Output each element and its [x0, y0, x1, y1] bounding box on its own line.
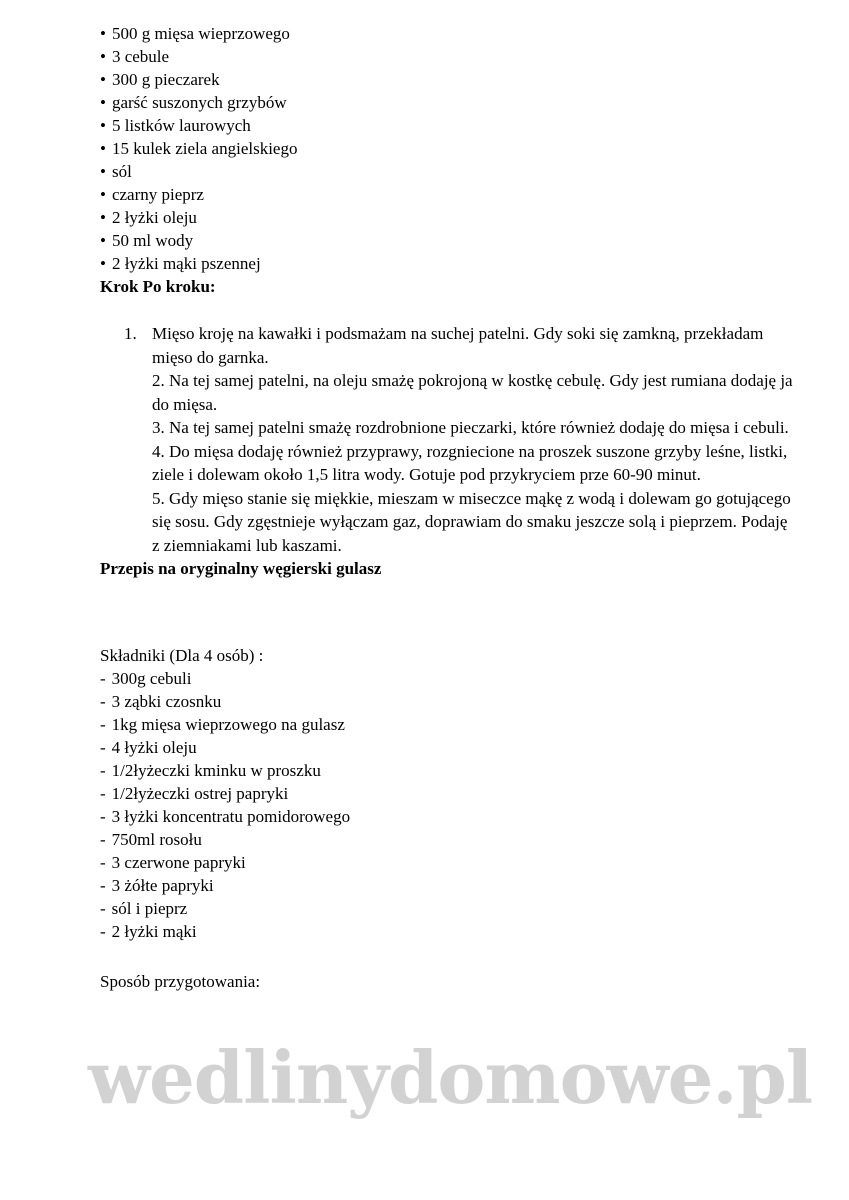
dash-marker: - [100, 899, 106, 918]
ingredient-text: garść suszonych grzybów [111, 93, 287, 112]
ingredient-text: 500 g mięsa wieprzowego [111, 24, 290, 43]
ingredient-text: 15 kulek ziela angielskiego [111, 139, 298, 158]
ingredient-text: 3 łyżki koncentratu pomidorowego [111, 807, 351, 826]
ingredient-text: 1kg mięsa wieprzowego na gulasz [111, 715, 345, 734]
ingredients-list-secondary [100, 667, 791, 943]
ingredient-text: 50 ml wody [111, 231, 194, 250]
bullet-marker: • [100, 70, 106, 89]
list-item [100, 183, 791, 206]
step-item [152, 440, 794, 487]
steps-block [124, 322, 794, 557]
dash-marker: - [100, 738, 106, 757]
step-text: Mięso kroję na kawałki i podsmażam na suchej patelni. Gdy soki się zamkną, przekładam mięso do garnka. [152, 324, 764, 367]
ingredients-heading: Składniki (Dla 4 osób) : [100, 646, 264, 665]
ingredient-text: 3 cebule [111, 47, 170, 66]
list-item [100, 45, 791, 68]
dash-marker: - [100, 853, 106, 872]
list-item [100, 736, 791, 759]
ingredient-text: 3 ząbki czosnku [111, 692, 222, 711]
dash-marker: - [100, 876, 106, 895]
step-item [152, 416, 794, 440]
step-number: 1. [124, 324, 137, 343]
list-item [100, 782, 791, 805]
steps-heading: Krok Po kroku: [100, 277, 216, 296]
list-item [100, 874, 791, 897]
ingredient-text: 5 listków laurowych [111, 116, 251, 135]
list-item [100, 137, 791, 160]
list-item [100, 160, 791, 183]
bullet-marker: • [100, 231, 106, 250]
list-item [100, 114, 791, 137]
bullet-marker: • [100, 24, 106, 43]
bullet-marker: • [100, 185, 106, 204]
ingredient-text: 2 łyżki mąki pszennej [111, 254, 261, 273]
ingredient-text: 1/2łyżeczki kminku w proszku [111, 761, 321, 780]
bullet-marker: • [100, 116, 106, 135]
step-item [124, 322, 794, 369]
step-text: 3. Na tej samej patelni smażę rozdrobnione pieczarki, które również dodaję do mięsa i cebuli. [152, 418, 789, 437]
list-item [100, 805, 791, 828]
ingredient-text: sól i pieprz [111, 899, 188, 918]
dash-marker: - [100, 807, 106, 826]
list-item [100, 667, 791, 690]
recipe-title: Przepis na oryginalny węgierski gulasz [100, 559, 382, 578]
list-item [100, 851, 791, 874]
dash-marker: - [100, 784, 106, 803]
list-item [100, 828, 791, 851]
ingredient-text: 4 łyżki oleju [111, 738, 197, 757]
dash-marker: - [100, 692, 106, 711]
step-text: 4. Do mięsa dodaję również przyprawy, rozgniecione na proszek suszone grzyby leśne, listki, ziele i dolewam około 1,5 litra wody. Gotuje pod przykryciem prze 60-90 minut. [152, 441, 788, 484]
bullet-marker: • [100, 93, 106, 112]
list-item [100, 91, 791, 114]
step-text: 2. Na tej samej patelni, na oleju smażę pokrojoną w kostkę cebulę. Gdy jest rumiana dodaję ja do mięsa. [152, 371, 793, 414]
bullet-marker: • [100, 139, 106, 158]
ingredient-text: 300 g pieczarek [111, 70, 220, 89]
list-item [100, 229, 791, 252]
watermark: wedlinydomowe.pl [88, 1035, 813, 1120]
bullet-marker: • [100, 208, 106, 227]
list-item [100, 690, 791, 713]
dash-marker: - [100, 830, 106, 849]
ingredient-text: 2 łyżki oleju [111, 208, 197, 227]
ingredient-text: 1/2łyżeczki ostrej papryki [111, 784, 289, 803]
ingredient-text: 3 czerwone papryki [111, 853, 246, 872]
list-item [100, 22, 791, 45]
ingredient-text: sól [111, 162, 132, 181]
ingredient-text: 750ml rosołu [111, 830, 202, 849]
list-item [100, 897, 791, 920]
ingredient-text: 3 żółte papryki [111, 876, 214, 895]
bullet-marker: • [100, 162, 106, 181]
list-item [100, 206, 791, 229]
step-text: 5. Gdy mięso stanie się miękkie, mieszam w miseczce mąkę z wodą i dolewam go gotującego się sosu. Gdy zgęstnieje wyłączam gaz, doprawiam do smaku jeszcze solą i pieprzem. Podaję z ziemniakami lub kaszami. [152, 488, 791, 555]
dash-marker: - [100, 669, 106, 688]
list-item [100, 713, 791, 736]
bullet-marker: • [100, 47, 106, 66]
ingredients-list-primary [100, 22, 791, 275]
step-item [152, 369, 794, 416]
dash-marker: - [100, 922, 106, 941]
bullet-marker: • [100, 254, 106, 273]
ingredient-text: 300g cebuli [111, 669, 192, 688]
list-item [100, 252, 791, 275]
dash-marker: - [100, 761, 106, 780]
list-item [100, 759, 791, 782]
method-heading: Sposób przygotowania: [100, 972, 261, 991]
ingredient-text: czarny pieprz [111, 185, 204, 204]
ingredient-text: 2 łyżki mąki [111, 922, 197, 941]
dash-marker: - [100, 715, 106, 734]
list-item [100, 68, 791, 91]
step-item [152, 487, 794, 558]
list-item [100, 920, 791, 943]
